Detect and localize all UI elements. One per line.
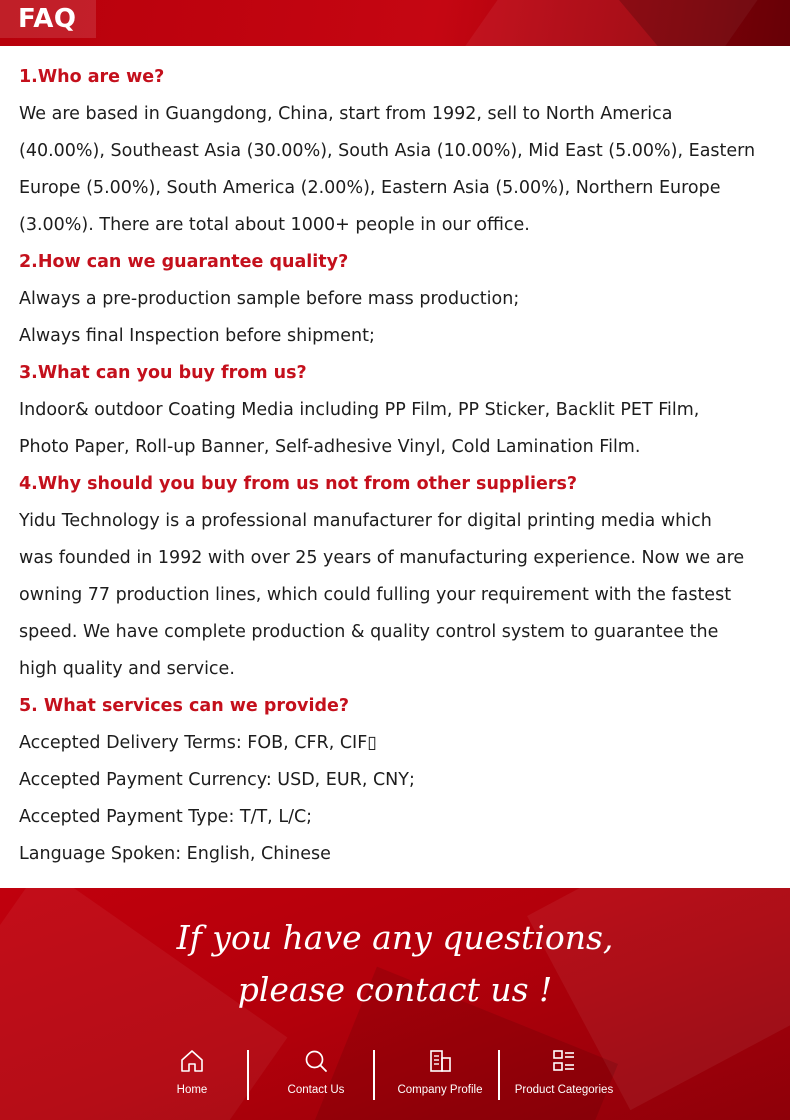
- faq-answer-line: was founded in 1992 with over 25 years of manufacturing experience. Now we are: [19, 548, 745, 568]
- faq-question: 2.How can we guarantee quality?: [19, 252, 349, 272]
- faq-answer-line: Accepted Delivery Terms: FOB, CFR, CIF▯: [19, 733, 377, 753]
- faq-header-banner: [0, 0, 790, 46]
- faq-answer-line: Indoor& outdoor Coating Media including PP Film, PP Sticker, Backlit PET Film,: [19, 400, 700, 420]
- faq-answer-line: Accepted Payment Currency: USD, EUR, CNY;: [19, 770, 415, 790]
- faq-question: 1.Who are we?: [19, 67, 165, 87]
- nav-divider: [373, 1050, 375, 1100]
- faq-answer-line: Always final Inspection before shipment;: [19, 326, 375, 346]
- faq-answer-line: Always a pre-production sample before mass production;: [19, 289, 520, 309]
- contact-footer: [0, 888, 790, 1120]
- category-list-icon: [551, 1048, 577, 1074]
- faq-list: [19, 59, 779, 873]
- faq-answer-line: high quality and service.: [19, 659, 235, 679]
- nav-company-profile[interactable]: [378, 1048, 502, 1104]
- nav-divider: [247, 1050, 249, 1100]
- nav-product-categories[interactable]: [502, 1048, 626, 1104]
- faq-question: 5. What services can we provide?: [19, 696, 350, 716]
- contact-slogan-line2: please contact us !: [237, 970, 553, 1009]
- contact-slogan-line1: If you have any questions,: [176, 918, 614, 957]
- nav-product-categories-label: Product Categories: [514, 1084, 614, 1096]
- nav-company-profile-label: Company Profile: [397, 1084, 483, 1096]
- nav-home[interactable]: [130, 1048, 254, 1104]
- faq-question: 3.What can you buy from us?: [19, 363, 307, 383]
- nav-contact-us[interactable]: [254, 1048, 378, 1104]
- faq-question: 4.Why should you buy from us not from other suppliers?: [19, 474, 578, 494]
- nav-contact-us-label: Contact Us: [287, 1084, 345, 1096]
- faq-answer-line: Yidu Technology is a professional manufacturer for digital printing media which: [19, 511, 712, 531]
- faq-answer-line: Photo Paper, Roll-up Banner, Self-adhesive Vinyl, Cold Lamination Film.: [19, 437, 641, 457]
- faq-answer-line: speed. We have complete production & quality control system to guarantee the: [19, 622, 719, 642]
- faq-answer-line: We are based in Guangdong, China, start from 1992, sell to North America: [19, 104, 673, 124]
- faq-answer-line: Language Spoken: English, Chinese: [19, 844, 331, 864]
- faq-answer-line: (40.00%), Southeast Asia (30.00%), South Asia (10.00%), Mid East (5.00%), Eastern: [19, 141, 756, 161]
- home-icon: [179, 1048, 205, 1074]
- page-title: FAQ: [18, 4, 77, 34]
- faq-answer-line: Europe (5.00%), South America (2.00%), Eastern Asia (5.00%), Northern Europe: [19, 178, 721, 198]
- faq-answer-line: Accepted Payment Type: T/T, L/C;: [19, 807, 313, 827]
- faq-answer-line: (3.00%). There are total about 1000+ people in our office.: [19, 215, 530, 235]
- search-icon: [303, 1048, 329, 1074]
- building-icon: [427, 1048, 453, 1074]
- footer-nav: [130, 1048, 630, 1104]
- nav-divider: [498, 1050, 500, 1100]
- faq-answer-line: owning 77 production lines, which could fulling your requirement with the fastest: [19, 585, 732, 605]
- nav-home-label: Home: [176, 1084, 208, 1096]
